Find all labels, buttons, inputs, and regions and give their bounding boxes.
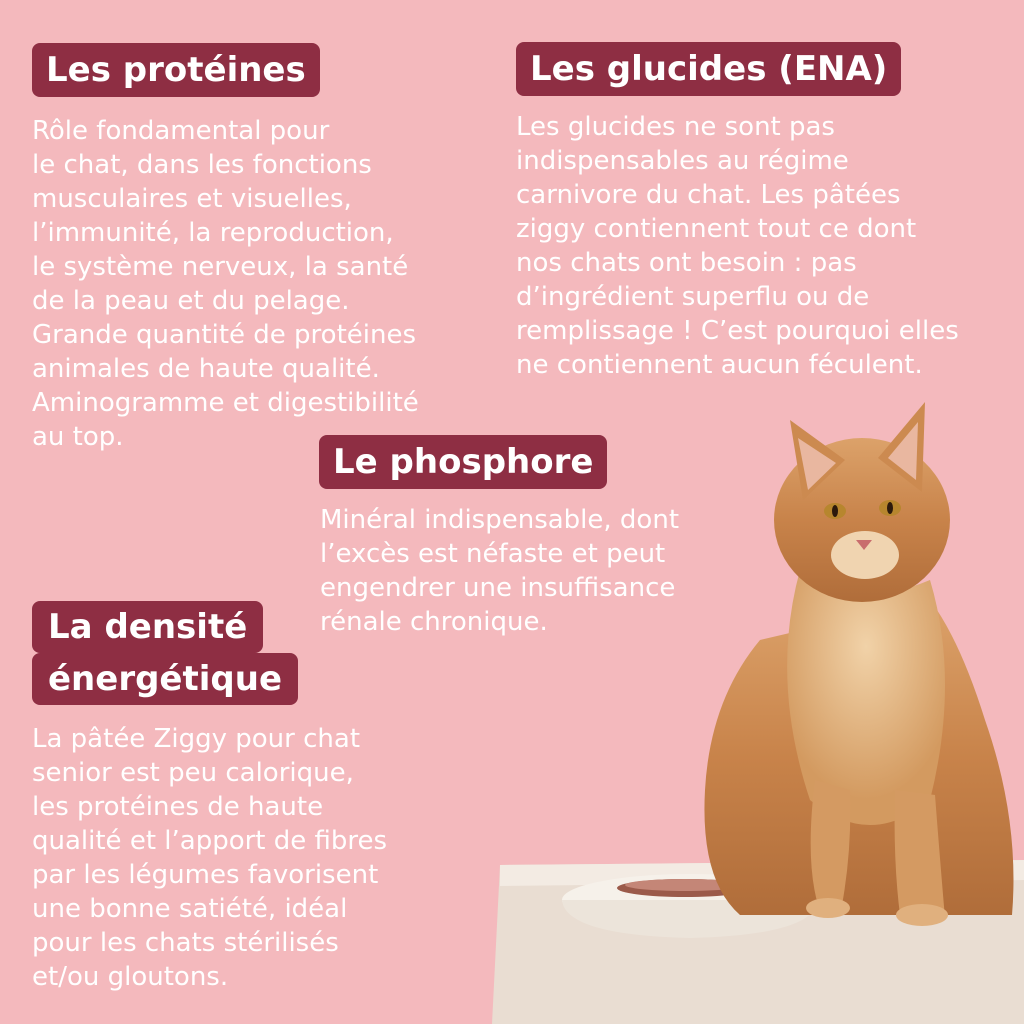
text-line: indispensables au régime <box>516 146 849 176</box>
text-line: Minéral indispensable, dont <box>320 505 680 535</box>
text-line: La pâtée Ziggy pour chat <box>32 724 361 754</box>
glucides-title: Les glucides (ENA) <box>516 42 901 96</box>
text-line: et/ou gloutons. <box>32 962 229 992</box>
text-line: par les légumes favorisent <box>32 860 379 890</box>
densite-text <box>32 722 387 994</box>
text-line: le système nerveux, la santé <box>32 252 409 282</box>
text-line: carnivore du chat. Les pâtées <box>516 180 901 210</box>
text-line: une bonne satiété, idéal <box>32 894 348 924</box>
proteines-text <box>32 114 419 454</box>
text-line: remplissage ! C’est pourquoi elles <box>516 316 959 346</box>
text-line: l’excès est néfaste et peut <box>320 539 666 569</box>
text-line: pour les chats stérilisés <box>32 928 339 958</box>
text-line: Les glucides ne sont pas <box>516 112 835 142</box>
text-line: qualité et l’apport de fibres <box>32 826 388 856</box>
text-line: au top. <box>32 422 124 452</box>
text-line: de la peau et du pelage. <box>32 286 350 316</box>
densite-title-line: La densité <box>32 601 263 653</box>
densite-title-line: énergétique <box>32 653 298 705</box>
text-line: les protéines de haute <box>32 792 324 822</box>
text-line: senior est peu calorique, <box>32 758 354 788</box>
text-line: l’immunité, la reproduction, <box>32 218 394 248</box>
text-line: ziggy contiennent tout ce dont <box>516 214 917 244</box>
text-line: musculaires et visuelles, <box>32 184 352 214</box>
text-line: le chat, dans les fonctions <box>32 150 372 180</box>
glucides-text <box>516 110 959 382</box>
text-line: animales de haute qualité. <box>32 354 380 384</box>
cat-photo <box>480 390 1024 1024</box>
text-line: d’ingrédient superflu ou de <box>516 282 870 312</box>
phosphore-title: Le phosphore <box>319 435 607 489</box>
proteines-title: Les protéines <box>32 43 320 97</box>
text-line: rénale chronique. <box>320 607 548 637</box>
text-line: nos chats ont besoin : pas <box>516 248 857 278</box>
text-line: Rôle fondamental pour <box>32 116 330 146</box>
text-line: Grande quantité de protéines <box>32 320 417 350</box>
text-line: ne contiennent aucun féculent. <box>516 350 923 380</box>
text-line: Aminogramme et digestibilité <box>32 388 419 418</box>
cat <box>704 402 1013 926</box>
text-line: engendrer une insuffisance <box>320 573 676 603</box>
densite-title <box>32 601 298 705</box>
